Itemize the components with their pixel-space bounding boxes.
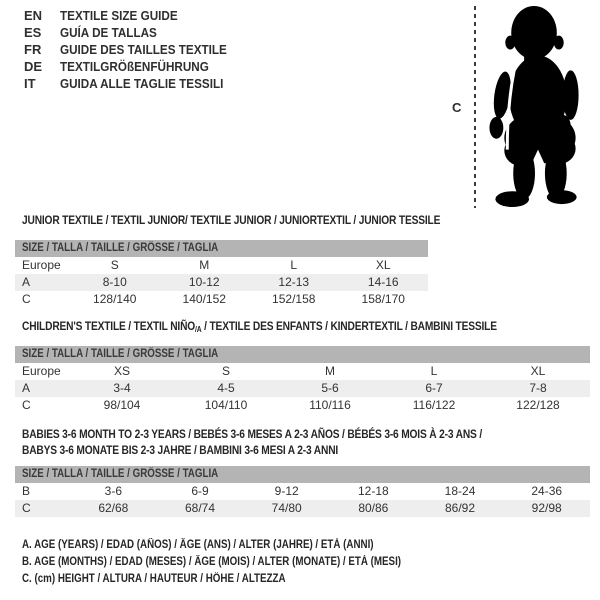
height-cell: 98/104: [103, 398, 141, 412]
age-cell: 6-7: [425, 381, 443, 395]
table-row-europe: [15, 257, 428, 274]
lang-row-it: [24, 75, 245, 92]
junior-size-table: [15, 240, 428, 308]
row-label: Europe: [22, 258, 61, 272]
lang-row-de: [24, 58, 245, 75]
age-cell: 14-16: [367, 275, 399, 289]
lang-code: FR: [24, 42, 42, 57]
age-cell: 4-5: [217, 381, 235, 395]
children-title-pre: CHILDREN'S TEXTILE / TEXTIL NIÑO: [22, 319, 196, 333]
footnote-text: B. AGE (MONTHS) / EDAD (MESES) / ÂGE (MOIS) / ALTER (MONATE) / ETÀ (MESI): [22, 556, 402, 568]
children-title-post: / TEXTILE DES ENFANTS / KINDERTEXTIL / BAMBINI TESSILE: [201, 319, 497, 333]
row-label: Europe: [22, 364, 61, 378]
footnote-text: C. (cm) HEIGHT / ALTURA / HAUTEUR / HÖHE / ALTEZZA: [22, 573, 286, 585]
junior-title-text: JUNIOR TEXTILE / TEXTIL JUNIOR/ TEXTILE JUNIOR / JUNIORTEXTIL / JUNIOR TESSILE: [22, 213, 441, 227]
children-section-title: [22, 318, 581, 338]
months-cell: 6-9: [191, 484, 209, 498]
table-row-age: [15, 274, 428, 291]
row-label: A: [22, 381, 31, 395]
language-guide-list: [24, 7, 245, 92]
junior-section-title: [22, 212, 514, 228]
height-cell: 92/98: [531, 501, 562, 515]
size-header-text: SIZE / TALLA / TAILLE / GRÖSSE / TAGLIA: [22, 348, 219, 360]
table-row-europe: [15, 363, 590, 380]
height-cell: 104/110: [204, 398, 248, 412]
height-cell: 86/92: [445, 501, 476, 515]
children-title-text: [22, 318, 497, 338]
size-cell: XS: [113, 364, 130, 378]
height-cell: 80/86: [358, 501, 389, 515]
height-cell: 140/152: [182, 292, 226, 306]
size-header-bar: [15, 240, 428, 257]
height-measure-label: C: [452, 100, 462, 115]
lang-code: DE: [24, 59, 43, 74]
lang-code: EN: [24, 8, 43, 23]
size-header-bar: [15, 346, 590, 363]
footnote-age-months: [22, 554, 468, 571]
table-row-months: [15, 483, 590, 500]
height-cell: 158/170: [361, 292, 405, 306]
age-cell: 10-12: [188, 275, 220, 289]
months-cell: 12-18: [358, 484, 389, 498]
age-cell: 8-10: [102, 275, 127, 289]
babies-size-table: [15, 466, 590, 517]
footnote-height-cm: [22, 571, 468, 588]
size-header-bar: [15, 466, 590, 483]
size-cell: S: [110, 258, 119, 272]
age-cell: 5-6: [321, 381, 339, 395]
babies-title-line2: BABYS 3-6 MONATE BIS 2-3 JAHRE / BAMBINI 3-6 MESI A 2-3 ANNI: [22, 443, 339, 457]
months-cell: 24-36: [531, 484, 563, 498]
size-cell: XL: [375, 258, 391, 272]
lang-row-es: [24, 24, 245, 41]
footnotes: [22, 537, 468, 588]
lang-code: IT: [24, 76, 36, 91]
row-label: B: [22, 484, 31, 498]
footnote-age-years: [22, 537, 468, 554]
table-row-height: [15, 291, 428, 308]
age-cell: 7-8: [529, 381, 547, 395]
lang-row-fr: [24, 41, 245, 58]
height-cell: 116/122: [412, 398, 456, 412]
table-row-height: [15, 500, 590, 517]
row-label: C: [22, 292, 31, 306]
size-header-text: SIZE / TALLA / TAILLE / GRÖSSE / TAGLIA: [22, 242, 219, 254]
lang-label: TEXTILE SIZE GUIDE: [60, 8, 178, 23]
toddler-silhouette-icon: [486, 3, 586, 211]
footnote-text: A. AGE (YEARS) / EDAD (AÑOS) / ÂGE (ANS) / ALTER (JAHRE) / ETÀ (ANNI): [22, 539, 374, 551]
babies-title-line1: BABIES 3-6 MONTH TO 2-3 YEARS / BEBÉS 3-6 MESES A 2-3 AÑOS / BÉBÉS 3-6 MOIS À 2-3 ANS /: [22, 427, 483, 441]
table-row-age: [15, 380, 590, 397]
months-cell: 9-12: [274, 484, 299, 498]
height-cell: 152/158: [272, 292, 316, 306]
lang-label: TEXTILGRÖßENFÜHRUNG: [60, 59, 209, 74]
months-cell: 18-24: [444, 484, 476, 498]
height-cell: 62/68: [98, 501, 129, 515]
table-row-height: [15, 397, 590, 414]
row-label: A: [22, 275, 31, 289]
months-cell: 3-6: [104, 484, 122, 498]
children-title-subscript: /A: [195, 325, 202, 334]
lang-code: ES: [24, 25, 42, 40]
size-cell: L: [290, 258, 298, 272]
height-measure-dashed-line: [474, 6, 476, 208]
lang-label: GUIDA ALLE TAGLIE TESSILI: [60, 76, 224, 91]
height-cell: 110/116: [309, 398, 351, 412]
babies-section-title: [22, 426, 563, 458]
row-label: C: [22, 501, 31, 515]
lang-label: GUÍA DE TALLAS: [60, 25, 157, 40]
size-cell: L: [430, 364, 438, 378]
children-size-table: [15, 346, 590, 414]
size-cell: S: [221, 364, 230, 378]
height-cell: 68/74: [184, 501, 216, 515]
height-cell: 74/80: [271, 501, 302, 515]
size-cell: M: [199, 258, 210, 272]
age-cell: 12-13: [278, 275, 310, 289]
height-cell: 128/140: [93, 292, 137, 306]
row-label: C: [22, 398, 31, 412]
size-cell: M: [325, 364, 335, 378]
age-cell: 3-4: [113, 381, 131, 395]
lang-row-en: [24, 7, 245, 24]
size-cell: XL: [530, 364, 546, 378]
size-header-text: SIZE / TALLA / TAILLE / GRÖSSE / TAGLIA: [22, 468, 219, 480]
height-cell: 122/128: [516, 398, 560, 412]
lang-label: GUIDE DES TAILLES TEXTILE: [60, 42, 227, 57]
